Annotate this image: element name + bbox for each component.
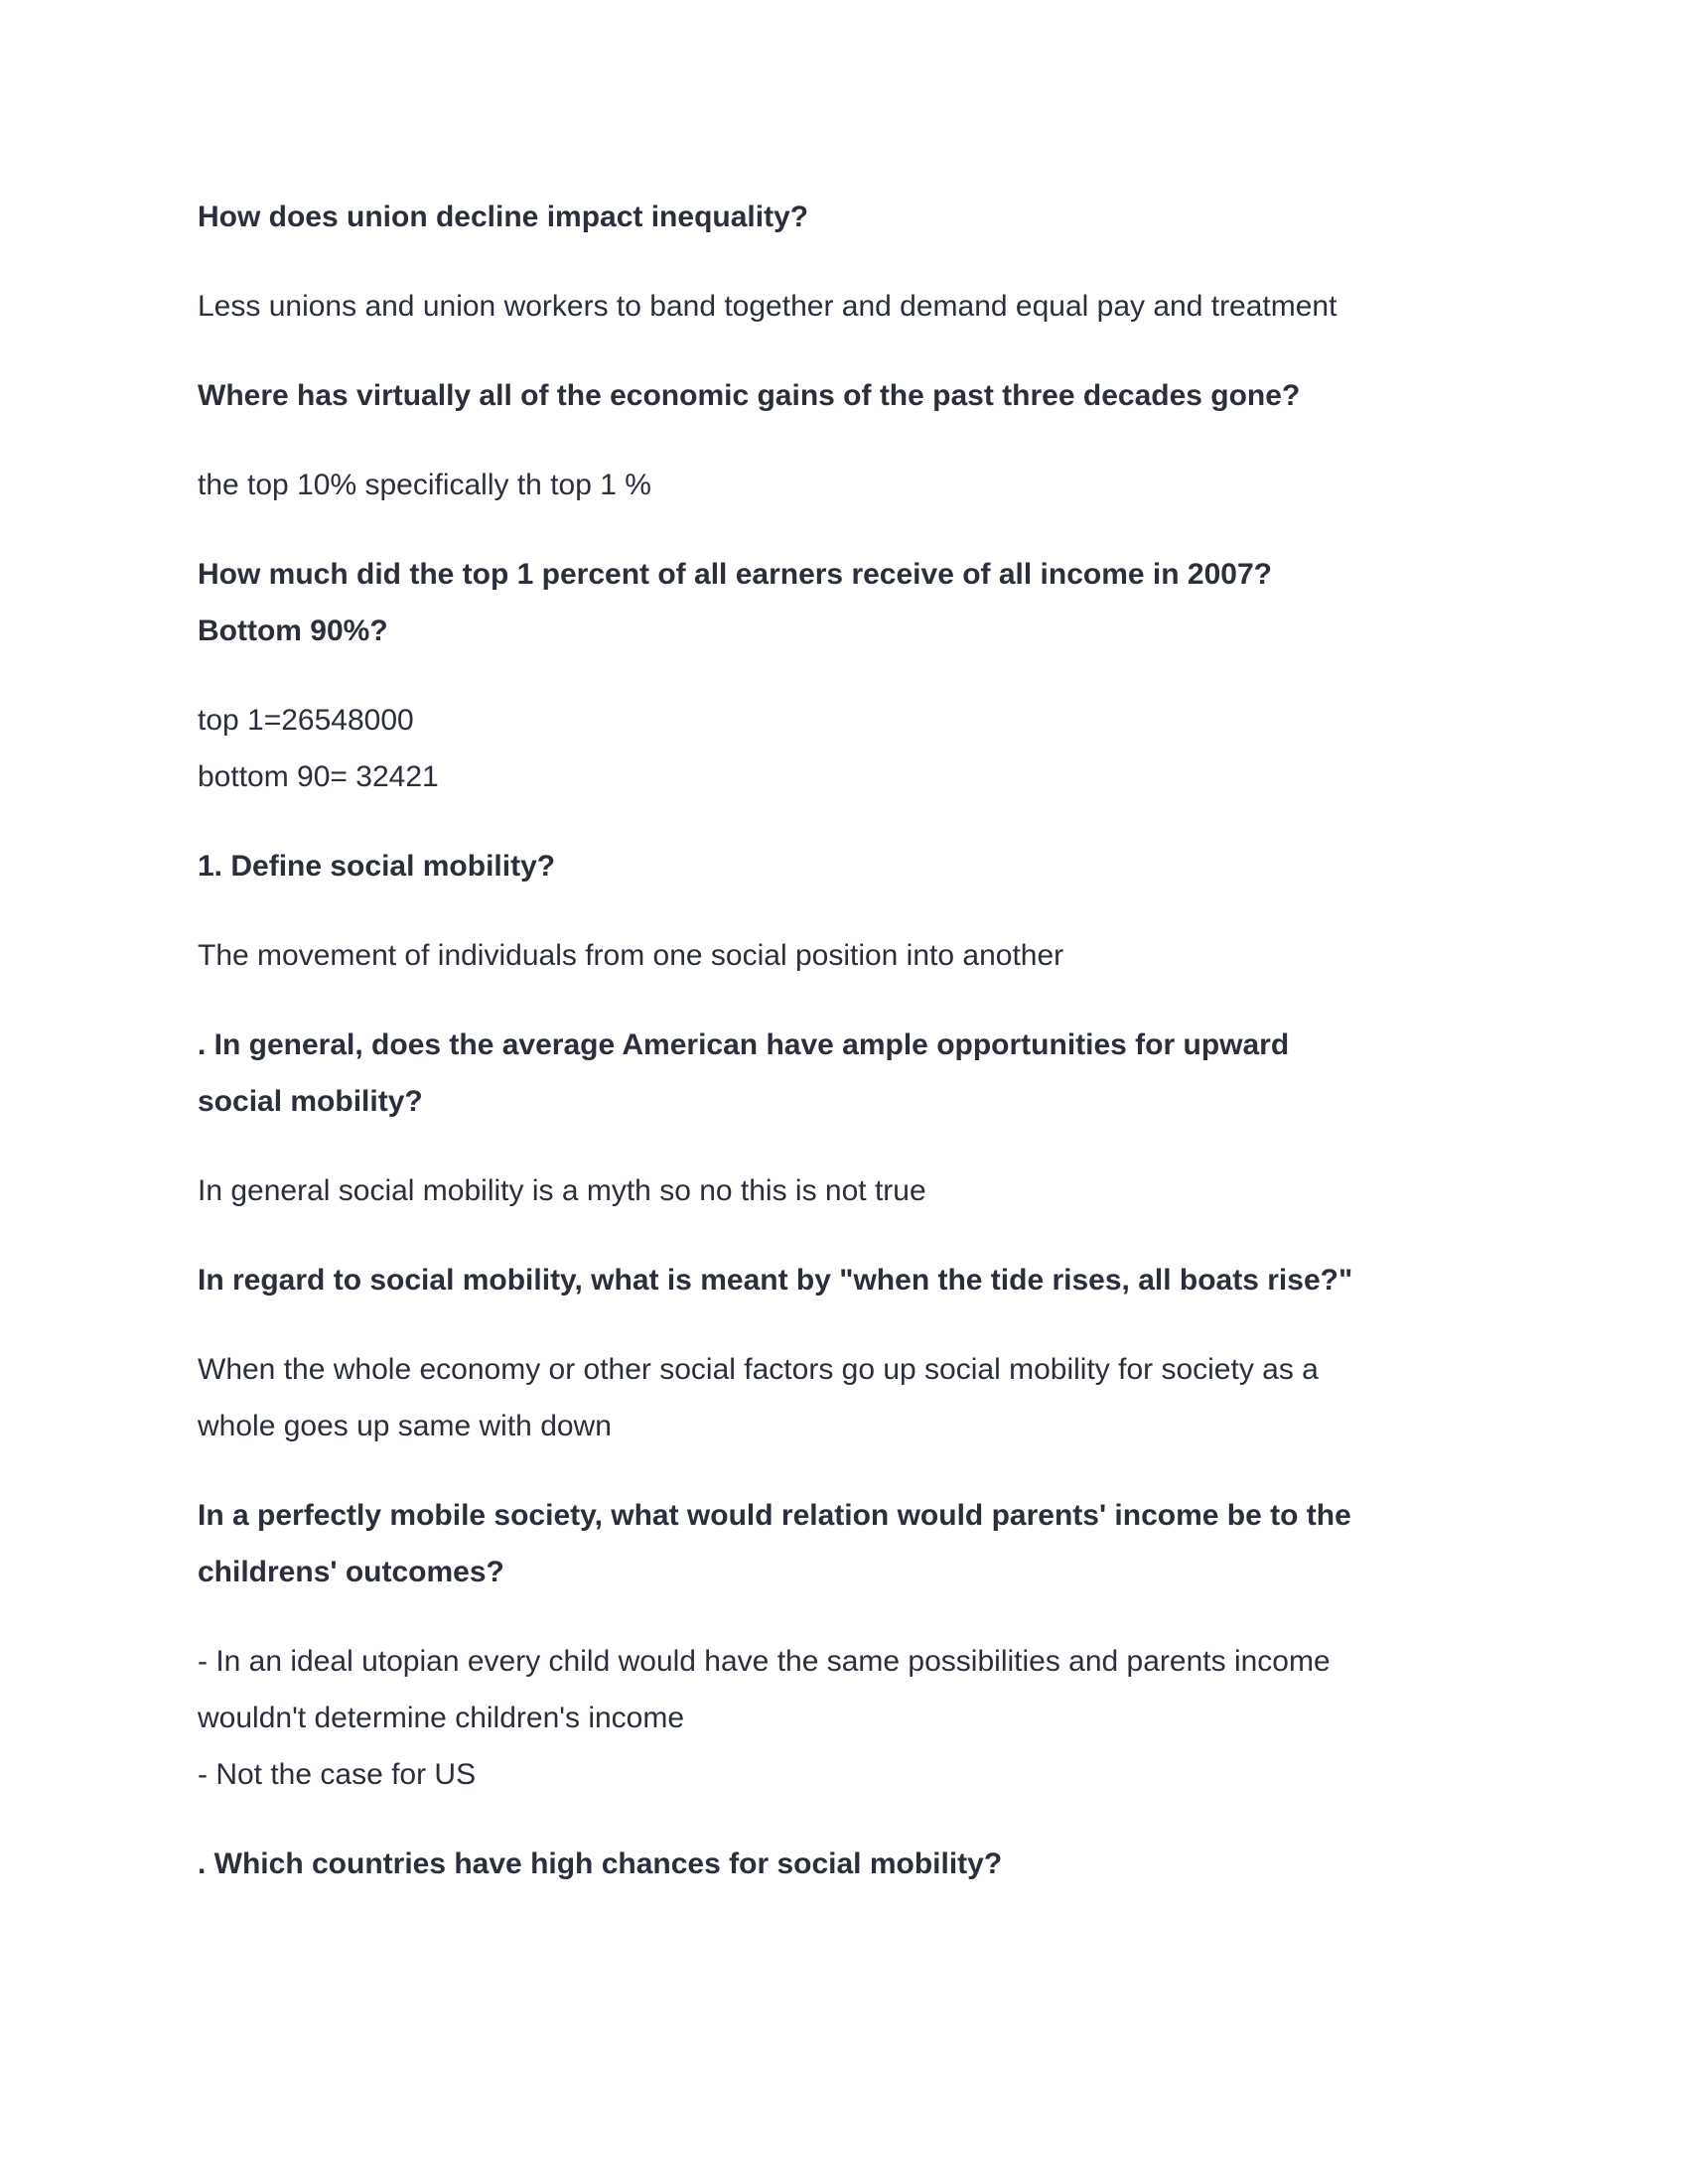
answer-line: When the whole economy or other social factors go up social mobility for society as a: [198, 1353, 1319, 1386]
answer-line: the top 10% specifically th top 1 %: [198, 469, 651, 501]
answer-text: [198, 457, 1508, 513]
answer-line: The movement of individuals from one social position into another: [198, 939, 1064, 972]
answer-line: - In an ideal utopian every child would have the same possibilities and parents income: [198, 1645, 1331, 1678]
answer-line: - Not the case for US: [198, 1758, 477, 1791]
question-text: [198, 1252, 1508, 1308]
question-line: childrens' outcomes?: [198, 1556, 504, 1588]
answer-line: whole goes up same with down: [198, 1410, 612, 1442]
question-line: How does union decline impact inequality?: [198, 201, 809, 233]
question-text: [198, 1487, 1508, 1600]
question-line: How much did the top 1 percent of all earners receive of all income in 2007?: [198, 558, 1272, 591]
answer-text: [198, 1341, 1508, 1454]
answer-text: [198, 1633, 1508, 1803]
question-line: Where has virtually all of the economic gains of the past three decades gone?: [198, 379, 1301, 412]
question-text: [198, 189, 1508, 245]
question-line: 1. Define social mobility?: [198, 850, 556, 883]
question-line: Bottom 90%?: [198, 614, 388, 647]
answer-line: top 1=26548000: [198, 704, 414, 737]
question-text: [198, 1017, 1508, 1130]
answer-text: [198, 1162, 1508, 1219]
question-line: . Which countries have high chances for social mobility?: [198, 1847, 1003, 1880]
answer-line: wouldn't determine children's income: [198, 1702, 685, 1734]
question-text: [198, 546, 1508, 659]
question-line: In regard to social mobility, what is meant by "when the tide rises, all boats rise?": [198, 1264, 1353, 1297]
question-line: social mobility?: [198, 1085, 423, 1118]
answer-text: [198, 927, 1508, 984]
answer-line: bottom 90= 32421: [198, 760, 439, 793]
answer-line: Less unions and union workers to band together and demand equal pay and treatment: [198, 290, 1337, 323]
question-text: [198, 1836, 1508, 1892]
document-page: [198, 189, 1508, 1925]
question-text: [198, 367, 1508, 424]
answer-text: [198, 692, 1508, 805]
answer-text: [198, 278, 1508, 335]
answer-line: In general social mobility is a myth so no this is not true: [198, 1174, 926, 1207]
question-line: . In general, does the average American have ample opportunities for upward: [198, 1028, 1290, 1061]
question-text: [198, 838, 1508, 894]
question-line: In a perfectly mobile society, what would relation would parents' income be to the: [198, 1499, 1351, 1532]
